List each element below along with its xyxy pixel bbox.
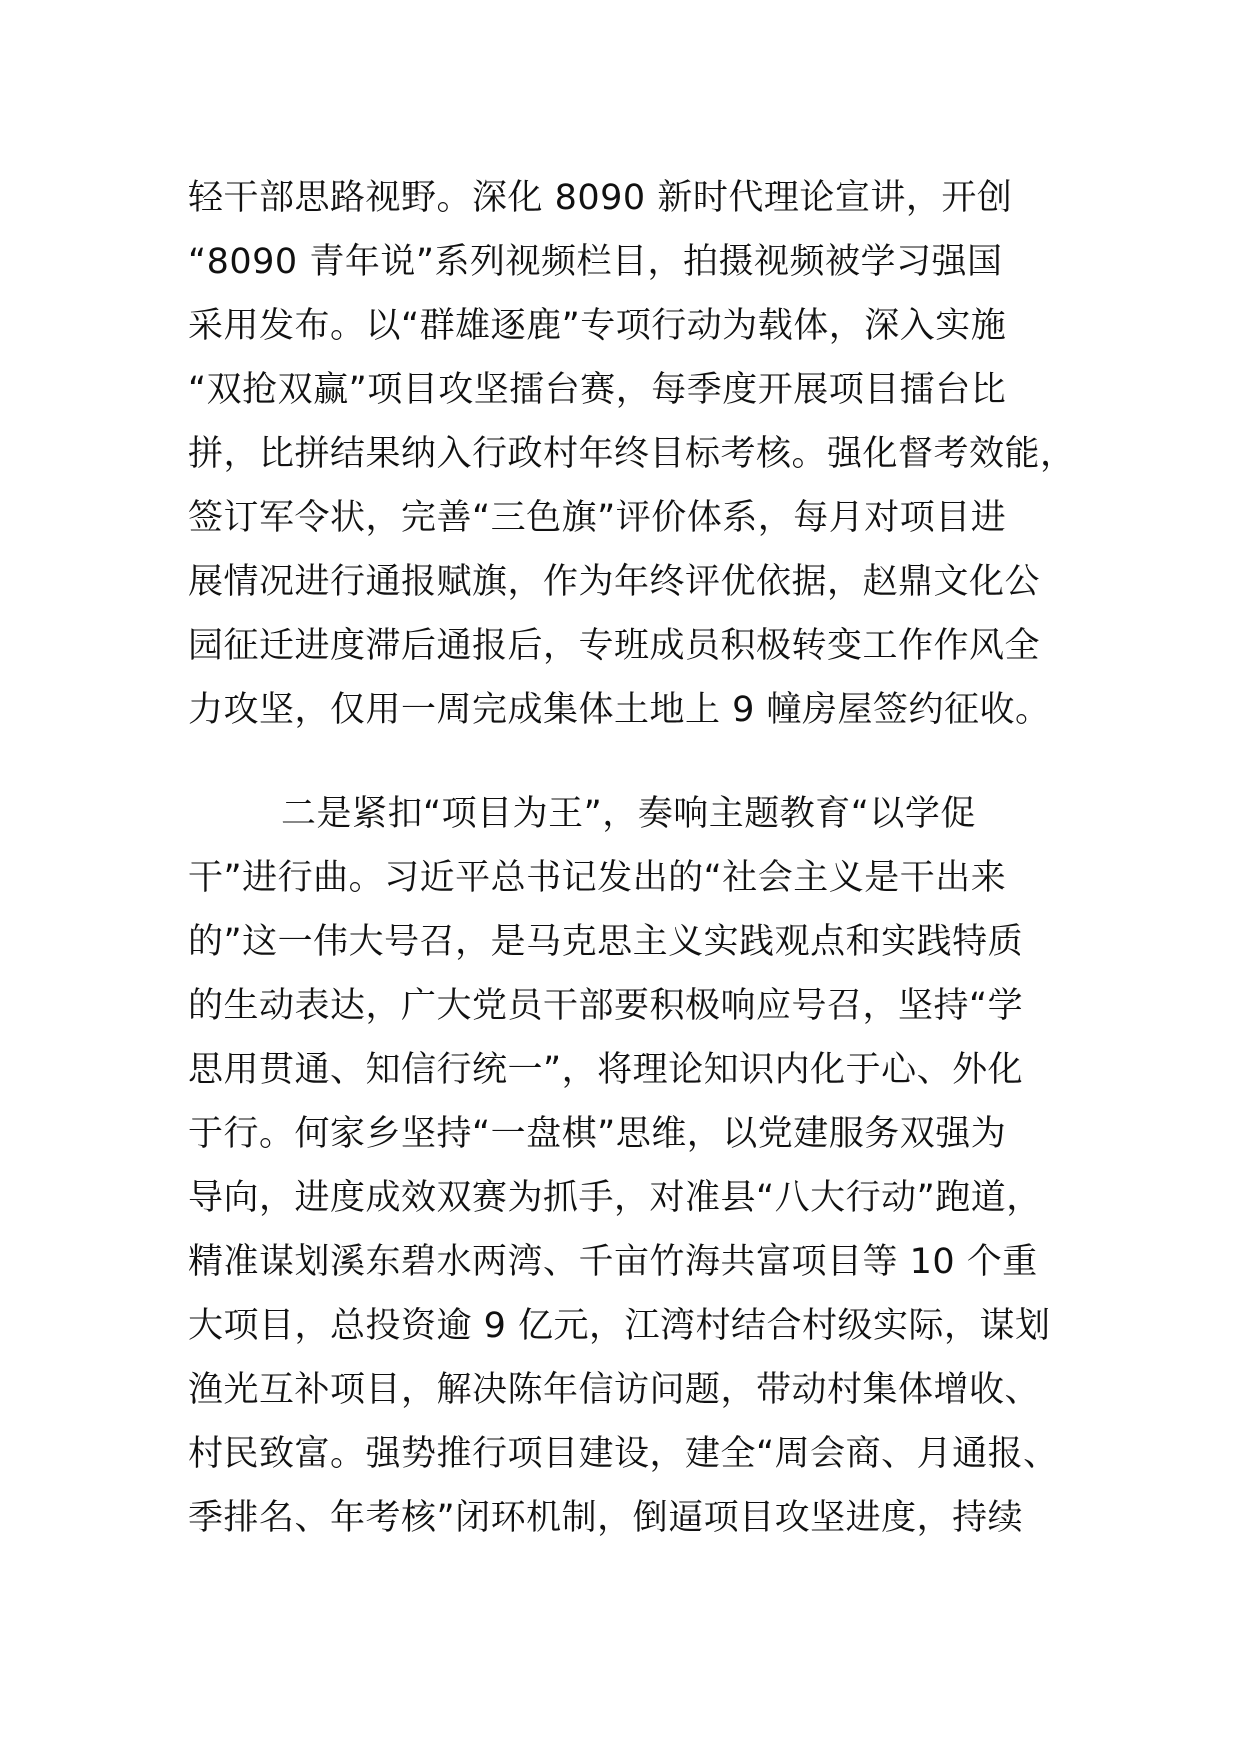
text-line: 于行。何家乡坚持“一盘棋”思维，以党建服务双强为	[188, 1114, 1007, 1154]
text-line: 签订军令状，完善“三色旗”评价体系，每月对项目进	[188, 498, 1007, 538]
body-paragraph	[188, 166, 1088, 742]
text-line: “双抢双赢”项目攻坚擂台赛，每季度开展项目擂台比	[188, 370, 1007, 410]
text-line: 二是紧扣“项目为王”，奏响主题教育“以学促	[188, 794, 976, 834]
text-line: 的生动表达，广大党员干部要积极响应号召，坚持“学	[188, 986, 1024, 1026]
text-line: 园征迁进度滞后通报后，专班成员积极转变工作作风全	[188, 626, 1041, 666]
text-line: 的”这一伟大号召，是马克思主义实践观点和实践特质	[188, 922, 1024, 962]
text-line: 思用贯通、知信行统一”，将理论知识内化于心、外化	[188, 1050, 1024, 1090]
text-line: 大项目，总投资逾 9 亿元，江湾村结合村级实际，谋划	[188, 1306, 1051, 1346]
text-line: 导向，进度成效双赛为抓手，对准县“八大行动”跑道，	[188, 1178, 1042, 1218]
text-line: 采用发布。以“群雄逐鹿”专项行动为载体，深入实施	[188, 306, 1007, 346]
text-line: 力攻坚，仅用一周完成集体土地上 9 幢房屋签约征收。	[188, 690, 1051, 730]
text-line: 拼，比拼结果纳入行政村年终目标考核。强化督考效能，	[188, 434, 1076, 474]
body-paragraph	[188, 782, 1088, 1550]
text-line: 干”进行曲。习近平总书记发出的“社会主义是干出来	[188, 858, 1007, 898]
text-line: 渔光互补项目，解决陈年信访问题，带动村集体增收、	[188, 1370, 1041, 1410]
text-line: 季排名、年考核”闭环机制，倒逼项目攻坚进度，持续	[188, 1498, 1024, 1538]
text-line: “8090 青年说”系列视频栏目，拍摄视频被学习强国	[188, 242, 1003, 282]
text-line: 展情况进行通报赋旗，作为年终评优依据，赵鼎文化公	[188, 562, 1041, 602]
text-line: 精准谋划溪东碧水两湾、千亩竹海共富项目等 10 个重	[188, 1242, 1038, 1282]
text-line: 村民致富。强势推行项目建设，建全“周会商、月通报、	[188, 1434, 1059, 1474]
text-line: 轻干部思路视野。深化 8090 新时代理论宣讲，开创	[188, 178, 1013, 218]
